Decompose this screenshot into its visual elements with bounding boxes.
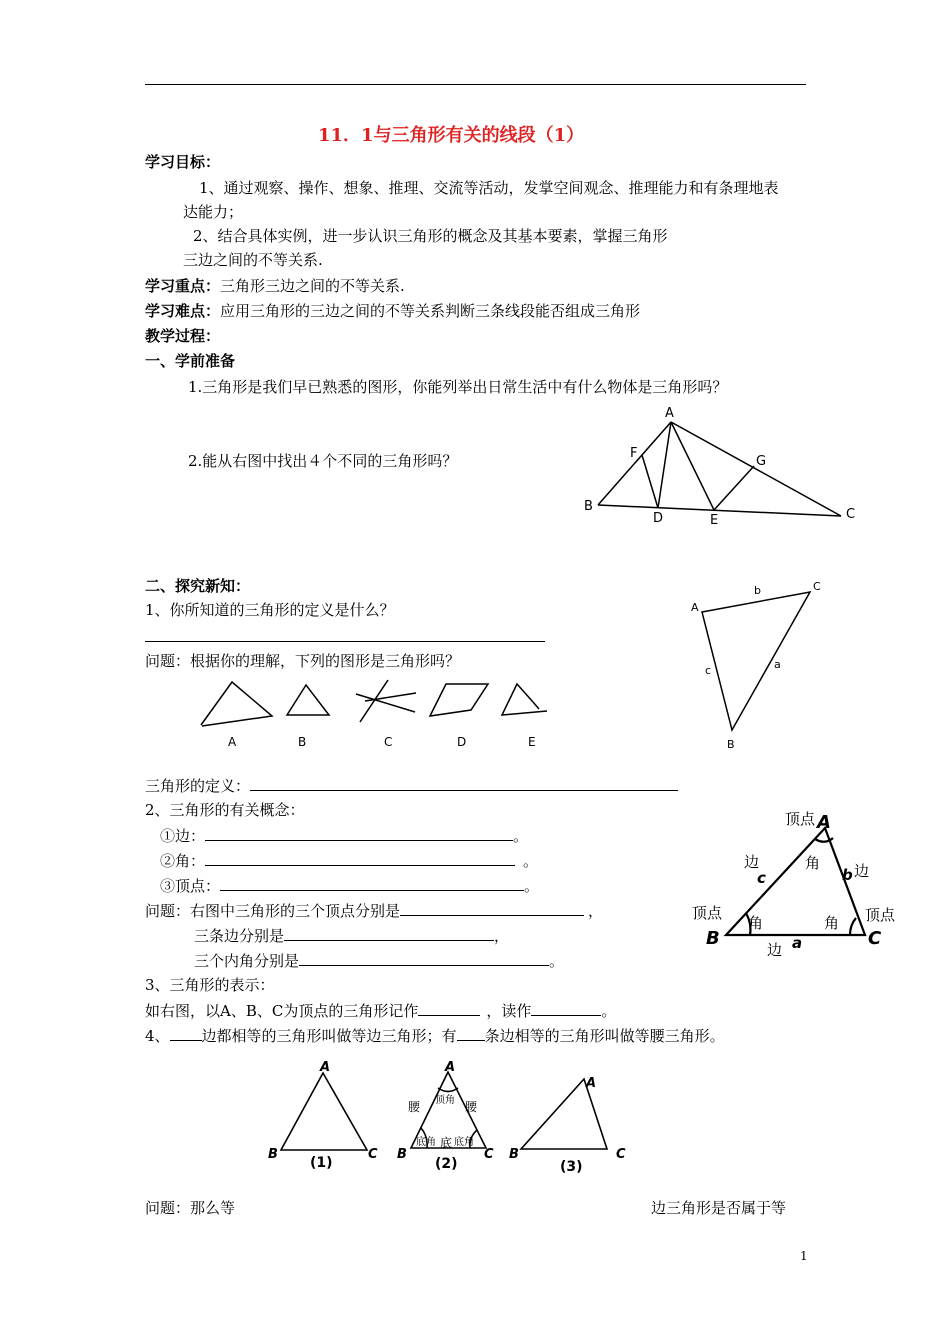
diagram-vertex-left: 顶点: [692, 904, 723, 922]
item-4-blank-2[interactable]: [457, 1025, 485, 1041]
fig2-label-a: A: [691, 601, 699, 614]
item-4-b: 边都相等的三角形叫做等边三角形；有: [201, 1027, 457, 1045]
shape-label-b: B: [298, 735, 307, 749]
fig1-label-a: A: [665, 406, 674, 421]
section-1-question-2: 2.能从右图中找出４个不同的三角形吗？: [188, 452, 458, 470]
eq-label-b: B: [268, 1147, 278, 1162]
concept-angle: [160, 850, 538, 871]
concept-vertex-blank[interactable]: [220, 875, 524, 891]
diagram-label-b-side: b: [842, 866, 853, 884]
objective-1-line-1: 1、通过观察、操作、想象、推理、交流等活动，发掌空间观念、推理能力和有条理地表: [199, 179, 779, 197]
iso-base-angle-left: 底角: [416, 1137, 436, 1148]
eq-label-a: A: [320, 1060, 331, 1075]
question-sides-comma: ，: [494, 927, 510, 945]
difficulty-text: 应用三角形的三边之间的不等关系判断三条线段能否组成三角形: [220, 302, 641, 320]
section-2-heading: 二、探究新知：: [145, 577, 251, 595]
sca-label-b: B: [509, 1147, 519, 1162]
eq-label-c: C: [368, 1147, 378, 1162]
key-point: [145, 276, 405, 296]
diagram-label-c-side: c: [757, 869, 766, 887]
definition-blank[interactable]: [250, 775, 678, 791]
concept-vertex-label: ③顶点：: [160, 877, 221, 895]
triangle-concepts-diagram: [690, 800, 910, 970]
section-2-question: 问题：根据你的理解，下列的图形是三角形吗？: [145, 652, 461, 670]
question-vertices: [145, 900, 603, 921]
diagram-angle-right: 角: [824, 914, 840, 932]
shapes-figure: [190, 675, 570, 750]
answer-line-1: [145, 641, 545, 642]
sca-label-a: A: [586, 1076, 597, 1091]
fig1-label-b: B: [584, 499, 593, 514]
item-4-line: [145, 1025, 725, 1046]
concept-vertex: [160, 875, 539, 896]
diagram-side-b: 边: [854, 862, 870, 880]
difficulty-label: 学习难点：: [145, 302, 221, 320]
fig-caption-3: (3): [560, 1159, 583, 1175]
concepts-heading: 2、三角形的有关概念：: [145, 801, 305, 819]
iso-apex-angle: 顶角: [435, 1095, 455, 1106]
triangle-types-figure: [260, 1060, 640, 1180]
fig1-label-d: D: [653, 511, 664, 526]
iso-label-c: C: [484, 1147, 494, 1162]
objectives-heading: 学习目标：: [145, 153, 221, 171]
section-2-question-1: 1、你所知道的三角形的定义是什么？: [145, 601, 395, 619]
diagram-label-c: C: [868, 928, 882, 949]
representation-heading: 3、三角形的表示：: [145, 976, 275, 994]
diagram-side-a: 边: [767, 941, 783, 959]
diagram-label-a: A: [817, 812, 831, 833]
fig1-label-g: G: [756, 454, 767, 469]
diagram-vertex-right: 顶点: [865, 906, 896, 924]
key-point-text: 三角形三边之间的不等关系.: [220, 277, 405, 295]
question-vertices-text: 问题：右图中三角形的三个顶点分别是: [145, 902, 401, 920]
difficulty: [145, 301, 640, 321]
representation-line: [145, 1000, 616, 1021]
representation-text-b: ，读作: [486, 1002, 532, 1020]
concept-angle-blank[interactable]: [205, 850, 515, 866]
final-question-right: 边三角形是否属于等: [651, 1199, 787, 1217]
concept-angle-period: 。: [523, 852, 539, 870]
fig2-label-c-side: c: [705, 664, 712, 677]
diagram-label-a-side: a: [792, 934, 803, 952]
iso-waist-right: 腰: [465, 1100, 478, 1114]
triangle-abcdefg-figure: [580, 400, 870, 530]
key-point-label: 学习重点：: [145, 277, 221, 295]
question-sides-text: 三条边分别是: [194, 927, 285, 945]
header-rule: [145, 84, 806, 85]
section-1-question-1: 1.三角形是我们早已熟悉的图形，你能列举出日常生活中有什么物体是三角形吗？: [188, 378, 728, 396]
objective-1-line-2: 达能力；: [183, 203, 244, 221]
page-number: 1: [800, 1249, 808, 1263]
fig2-label-b-side: b: [754, 584, 761, 597]
representation-text-a: 如右图，以A、B、C为顶点的三角形记作: [145, 1002, 419, 1020]
sca-label-c: C: [616, 1147, 626, 1162]
diagram-label-b: B: [706, 928, 720, 949]
shape-label-a: A: [228, 735, 237, 749]
question-vertices-comma: ，: [588, 902, 604, 920]
representation-notation-blank[interactable]: [418, 1000, 480, 1016]
page-title: 11．1与三角形有关的线段（1）: [318, 125, 585, 146]
diagram-side-c: 边: [744, 853, 760, 871]
shape-label-c: C: [384, 735, 393, 749]
fig2-label-a-side: a: [774, 658, 781, 671]
final-question-left: 问题：那么等: [145, 1199, 236, 1217]
fig-caption-1: (1): [310, 1155, 333, 1171]
representation-period: 。: [601, 1002, 617, 1020]
representation-reading-blank[interactable]: [531, 1000, 601, 1016]
question-angles-blank[interactable]: [299, 950, 549, 966]
fig1-label-e: E: [710, 513, 719, 528]
concept-angle-label: ②角：: [160, 852, 206, 870]
concept-vertex-period: 。: [524, 877, 540, 895]
concept-edge-period: 。: [513, 827, 529, 845]
iso-base-angle-right: 底角: [454, 1137, 474, 1148]
iso-label-b: B: [397, 1147, 407, 1162]
concept-edge: [160, 825, 528, 846]
question-angles-period: 。: [549, 952, 565, 970]
fig1-label-f: F: [630, 446, 638, 461]
fig2-label-c-vertex: C: [813, 580, 821, 593]
item-4-a: 4、: [145, 1027, 170, 1045]
concept-edge-blank[interactable]: [205, 825, 513, 841]
diagram-angle-left: 角: [748, 914, 764, 932]
item-4-c: 条边相等的三角形叫做等腰三角形。: [484, 1027, 725, 1045]
triangle-abc-sides-figure: [685, 575, 835, 755]
process-heading: 教学过程：: [145, 327, 221, 345]
diagram-angle-top: 角: [805, 854, 821, 872]
fig-caption-2: (2): [435, 1156, 458, 1172]
fig2-label-b-vertex: B: [727, 738, 735, 751]
shape-label-e: E: [528, 735, 536, 749]
question-sides: [194, 925, 509, 946]
question-vertices-blank[interactable]: [400, 900, 584, 916]
question-sides-blank[interactable]: [284, 925, 494, 941]
item-4-blank-1[interactable]: [170, 1025, 202, 1041]
question-angles-text: 三个内角分别是: [194, 952, 300, 970]
iso-label-a: A: [445, 1060, 456, 1075]
objective-2-line-2: 三边之间的不等关系.: [183, 251, 323, 269]
iso-waist-left: 腰: [408, 1100, 421, 1114]
shape-label-d: D: [457, 735, 467, 749]
section-1-heading: 一、学前准备: [145, 352, 236, 370]
objective-2-line-1: 2、结合具体实例，进一步认识三角形的概念及其基本要素，掌握三角形: [193, 227, 668, 245]
concept-edge-label: ①边：: [160, 827, 206, 845]
fig1-label-c: C: [846, 507, 856, 522]
definition-label: 三角形的定义：: [145, 777, 251, 795]
definition-line: [145, 775, 678, 796]
question-angles: [194, 950, 564, 971]
iso-base: 底: [440, 1136, 453, 1150]
diagram-vertex-top: 顶点: [785, 810, 816, 828]
